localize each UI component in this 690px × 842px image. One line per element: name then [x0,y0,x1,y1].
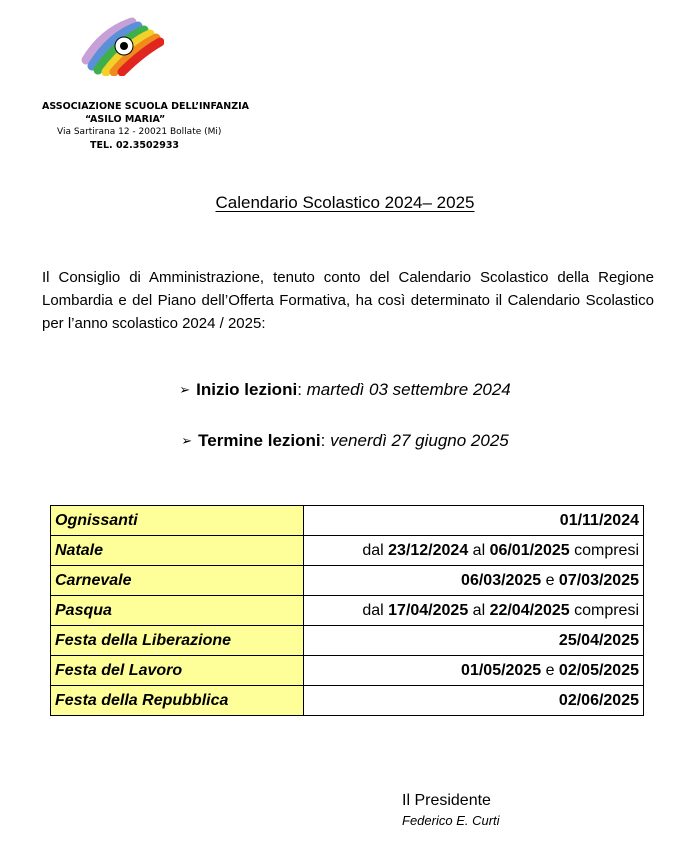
holiday-name: Festa della Liberazione [51,626,304,656]
holiday-dates: 01/11/2024 [304,506,644,536]
holiday-name: Festa del Lavoro [51,656,304,686]
document-title: Calendario Scolastico 2024– 2025 [215,193,475,212]
start-lessons-line: ➢ Inizio lezioni: martedì 03 settembre 2024 [179,380,511,399]
organization-name: ASSOCIAZIONE SCUOLA DELL’INFANZIA [42,101,249,112]
table-row [51,686,644,716]
arrow-bullet-icon: ➢ [179,382,191,397]
school-name: “ASILO MARIA” [85,114,166,125]
table-row [51,566,644,596]
document-title-wrap [0,193,690,213]
holiday-dates: 06/03/2025 e 07/03/2025 [304,566,644,596]
holiday-dates: 25/04/2025 [304,626,644,656]
holiday-name: Carnevale [51,566,304,596]
signature-block [402,792,500,828]
holiday-dates: 02/06/2025 [304,686,644,716]
holiday-name: Ognissanti [51,506,304,536]
end-lessons-date: venerdì 27 giugno 2025 [330,431,509,450]
holiday-dates: 01/05/2025 e 02/05/2025 [304,656,644,686]
table-row [51,596,644,626]
holiday-name: Pasqua [51,596,304,626]
table-row [51,536,644,566]
table-row [51,656,644,686]
holiday-dates: dal 17/04/2025 al 22/04/2025 compresi [304,596,644,626]
table-row [51,506,644,536]
end-lessons-line: ➢ Termine lezioni: venerdì 27 giugno 2025 [181,431,509,450]
start-lessons-date: martedì 03 settembre 2024 [306,380,511,399]
rainbow-flag-logo-icon [80,12,164,76]
holiday-name: Natale [51,536,304,566]
intro-paragraph: Il Consiglio di Amministrazione, tenuto conto del Calendario Scolastico della Regione Lombardia e del Piano dell’Offerta Formativa, ha così determinato il Calendario Scolastico per l’anno scolastico 2024 / 2025: [42,269,654,332]
organization-phone: TEL. 02.3502933 [90,140,180,151]
arrow-bullet-icon: ➢ [181,433,193,448]
signature-name: Federico E. Curti [402,813,500,828]
holiday-dates: dal 23/12/2024 al 06/01/2025 compresi [304,536,644,566]
holiday-table [50,505,644,716]
holiday-name: Festa della Repubblica [51,686,304,716]
start-lessons-label: Inizio lezioni [196,380,298,399]
end-lessons-label: Termine lezioni [198,431,321,450]
organization-address: Via Sartirana 12 - 20021 Bollate (Mi) [57,127,222,137]
signature-role: Il Presidente [402,792,491,809]
table-row [51,626,644,656]
organization-header [40,100,270,152]
